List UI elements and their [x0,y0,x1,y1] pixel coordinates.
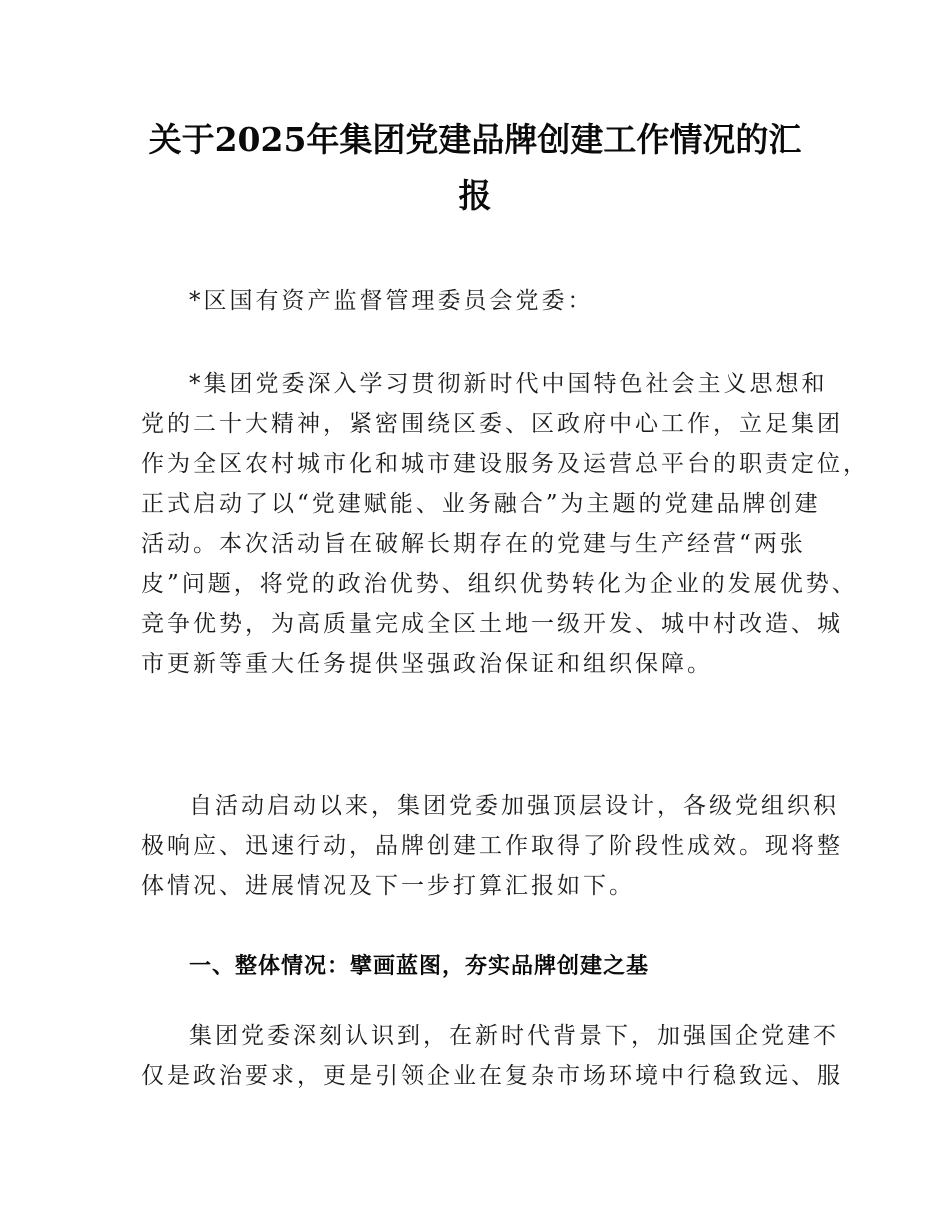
paragraph-line: 市更新等重大任务提供坚强政治保证和组织保障。 [141,651,713,677]
salutation-text: *区国有资产监督管理委员会党委： [189,288,594,314]
section-heading: 一、整体情况：擘画蓝图，夯实品牌创建之基 [189,954,650,979]
paragraph-line: 活动。本次活动旨在破解长期存在的党建与生产经营“两张 [141,531,806,557]
section-paragraph [141,1018,843,1098]
document-title [100,112,850,224]
paragraph-line: 集团党委深刻认识到，在新时代背景下，加强国企党建不 [189,1023,839,1049]
paragraph-line: 体情况、进展情况及下一步打算汇报如下。 [141,873,635,899]
paragraph-line: 竞争优势，为高质量完成全区土地一级开发、城中村改造、城 [141,611,843,637]
salutation [141,283,821,323]
paragraph-line: 党的二十大精神，紧密围绕区委、区政府中心工作，立足集团 [141,411,843,437]
paragraph-1 [141,366,869,686]
paragraph-line: 极响应、迅速行动，品牌创建工作取得了阶段性成效。现将整 [141,833,843,859]
title-line: 关于2025年集团党建品牌创建工作情况的汇 [148,120,802,159]
paragraph-line: *集团党委深入学习贯彻新时代中国特色社会主义思想和 [189,371,828,397]
paragraph-line: 作为全区农村城市化和城市建设服务及运营总平台的职责定位， [141,451,869,477]
paragraph-line: 皮”问题，将党的政治优势、组织优势转化为企业的发展优势、 [141,571,858,597]
paragraph-2 [141,788,843,908]
paragraph-line: 仅是政治要求，更是引领企业在复杂市场环境中行稳致远、服 [141,1063,843,1089]
title-line: 报 [458,176,492,215]
paragraph-line: 自活动启动以来，集团党委加强顶层设计，各级党组织积 [189,793,839,819]
paragraph-line: 正式启动了以“党建赋能、业务融合”为主题的党建品牌创建 [141,491,821,517]
